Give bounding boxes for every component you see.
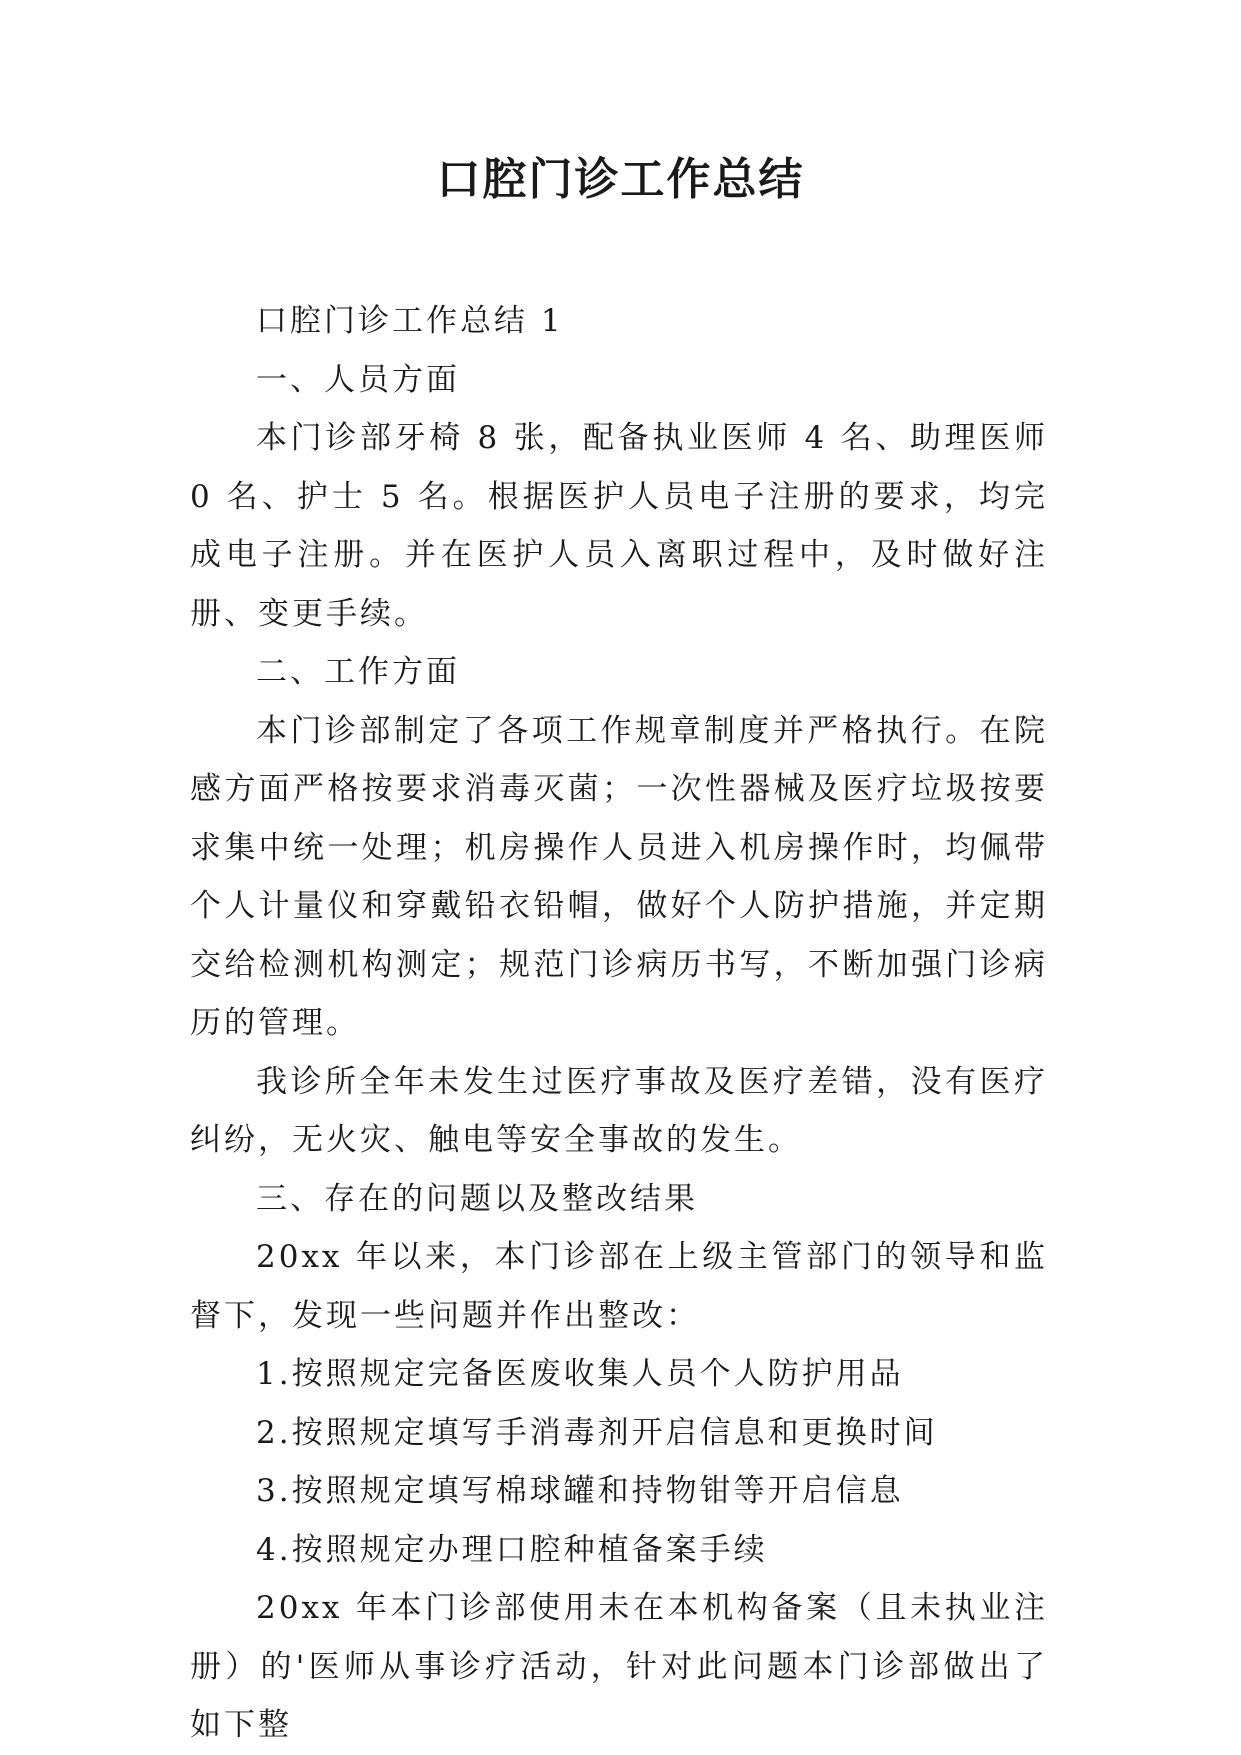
list-item: 3.按照规定填写棉球罐和持物钳等开启信息 (256, 1473, 904, 1509)
section-heading-summary: 口腔门诊工作总结 1 (256, 303, 564, 339)
section-heading-work: 二、工作方面 (256, 654, 460, 690)
section-heading-personnel: 一、人员方面 (256, 361, 460, 398)
list-item: 1.按照规定完备医废收集人员个人防护用品 (256, 1356, 904, 1392)
list-item: 2.按照规定填写手消毒剂开启信息和更换时间 (256, 1414, 938, 1451)
document-title: 口腔门诊工作总结 (436, 154, 805, 205)
document-body (190, 292, 1048, 1755)
paragraph-rectification: 20xx 年本门诊部使用未在本机构备案（且未执业注册）的'医师从事诊疗活动，针对此问题本门诊部做出了如下整 (190, 1590, 1048, 1743)
section-heading-issues: 三、存在的问题以及整改结果 (256, 1180, 698, 1217)
paragraph-personnel: 本门诊部牙椅 8 张，配备执业医师 4 名、助理医师 0 名、护士 5 名。根据医护人员电子注册的要求，均完成电子注册。并在医护人员入离职过程中，及时做好注册、变更手续。 (190, 420, 1048, 632)
paragraph-safety: 我诊所全年未发生过医疗事故及医疗差错，没有医疗纠纷，无火灾、触电等安全事故的发生。 (190, 1063, 1048, 1158)
paragraph-issues-intro: 20xx 年以来，本门诊部在上级主管部门的领导和监督下，发现一些问题并作出整改： (190, 1239, 1048, 1334)
list-item: 4.按照规定办理口腔种植备案手续 (256, 1531, 768, 1568)
paragraph-work: 本门诊部制定了各项工作规章制度并严格执行。在院感方面严格按要求消毒灭菌；一次性器械及医疗垃圾按要求集中统一处理；机房操作人员进入机房操作时，均佩带个人计量仪和穿戴铅衣铅帽，做好个人防护措施，并定期交给检测机构测定；规范门诊病历书写，不断加强门诊病历的管理。 (190, 712, 1048, 1041)
